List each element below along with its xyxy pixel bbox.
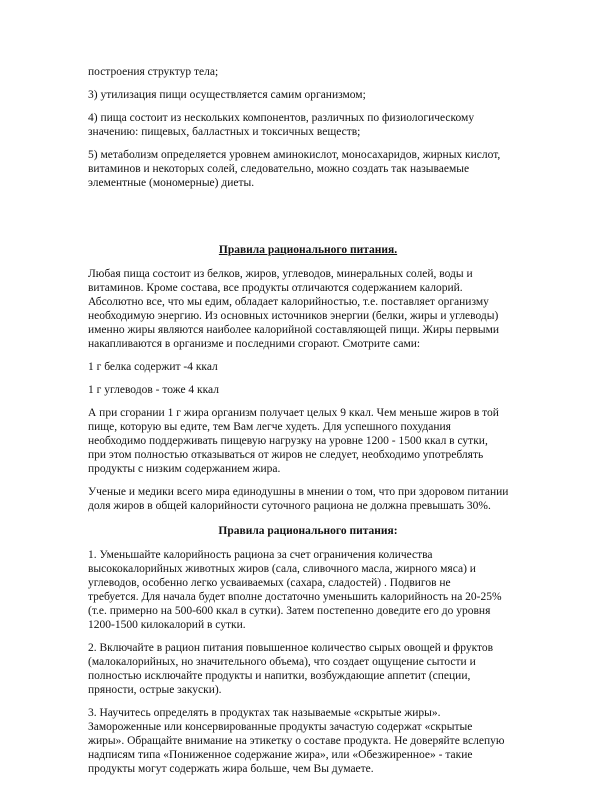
text-line: пище, которую вы едите, тем Вам легче худеть. Для успешного похудания [88,421,451,433]
text-line: продукты могут содержать жира больше, чем Вы думаете. [88,763,374,775]
text-line: жиры». Обращайте внимание на этикетку о составе продукта. Не доверяйте вслепую [88,735,505,747]
text-line: 1200-1500 килокалорий в сутки. [88,619,246,631]
section-1-paragraph-3 [88,383,528,397]
heading-text: Правила рационального питания: [218,525,398,537]
section-2-paragraph-3 [88,706,528,776]
text-line: 1 г белка содержит -4 ккал [88,361,218,373]
section-1-paragraph-1 [88,267,528,351]
text-line: необходимую энергию. Из основных источников энергии (белки, жиры и углеводы) [88,310,499,322]
text-line: высококалорийных животных жиров (сала, сливочного масла, жирного мяса) и [88,563,476,575]
text-line: Абсолютно все, что мы едим, обладает калорийностью, т.е. поставляет организму [88,296,489,308]
text-line: накапливаются в организме и последними сгорают. Смотрите сами: [88,338,421,350]
text-line: Замороженные или консервированные продукты зачастую содержат «скрытые [88,721,473,733]
document-page [88,65,528,785]
text-line: 3. Научитесь определять в продуктах так называемые «скрытые жиры». [88,707,441,719]
text-line: пряности, острые закуски). [88,684,222,696]
text-line: А при сгорании 1 г жира организм получает целых 9 ккал. Чем меньше жиров в той [88,407,499,419]
text-line: именно жиры являются наиболее калорийной составляющей пищи. Жиры первыми [88,324,500,336]
intro-paragraph-2 [88,88,528,102]
intro-paragraph-1 [88,65,528,79]
text-line: 1 г углеводов - тоже 4 ккал [88,384,220,396]
text-line: необходимо поддерживать пищевую нагрузку на уровне 1200 - 1500 ккал в сутки, [88,435,488,447]
heading-text: Правила рационального питания. [218,244,398,256]
text-line: витаминов. Кроме состава, все продукты отличаются содержанием калорий. [88,282,463,294]
text-line: Ученые и медики всего мира единодушны в мнении о том, что при здоровом питании [88,486,509,498]
text-line: 3) утилизация пищи осуществляется самим организмом; [88,89,366,101]
text-line: Любая пища состоит из белков, жиров, углеводов, минеральных солей, воды и [88,268,473,280]
section-2-paragraph-1 [88,548,528,632]
section-2-paragraph-2 [88,641,528,697]
text-line: продукты с низким содержанием жира. [88,463,281,475]
section-1-heading [88,243,528,257]
text-line: 5) метаболизм определяется уровнем аминокислот, моносахаридов, жирных кислот, [88,149,501,161]
text-line: полностью исключайте продукты и напитки, возбуждающие аппетит (специи, [88,670,471,682]
text-line: 1. Уменьшайте калорийность рациона за счет ограничения количества [88,549,433,561]
text-line: значению: пищевых, балластных и токсичных веществ; [88,126,361,138]
text-line: требуется. Для начала будет вполне достаточно уменьшить калорийность на 20-25% [88,591,502,603]
intro-paragraph-3 [88,111,528,139]
section-2-heading [88,524,528,538]
text-line: надписям типа «Пониженное содержание жира», или «Обезжиренное» - такие [88,749,473,761]
text-line: (т.е. примерно на 500-600 ккал в сутки). Затем постепенно доведите его до уровня [88,605,491,617]
intro-paragraph-4 [88,148,528,190]
text-line: витаминов и некоторых солей, следовательно, можно создать так называемые [88,163,470,175]
section-1-paragraph-2 [88,360,528,374]
text-line: элементные (мономерные) диеты. [88,177,255,189]
section-1-paragraph-5 [88,485,528,513]
text-line: доля жиров в общей калорийности суточного рациона не должна превышать 30%. [88,500,491,512]
text-line: 2. Включайте в рацион питания повышенное количество сырых овощей и фруктов [88,642,494,654]
section-spacer [88,199,528,243]
text-line: построения структур тела; [88,66,219,78]
section-1-paragraph-4 [88,406,528,476]
text-line: 4) пища состоит из нескольких компонентов, различных по физиологическому [88,112,475,124]
text-line: при этом полностью отказываться от жиров не следует, необходимо употреблять [88,449,484,461]
text-line: (малокалорийных, но значительного объема), что создает ощущение сытости и [88,656,476,668]
text-line: углеводов, особенно легко усваиваемых (сахара, сладостей) . Подвигов не [88,577,451,589]
